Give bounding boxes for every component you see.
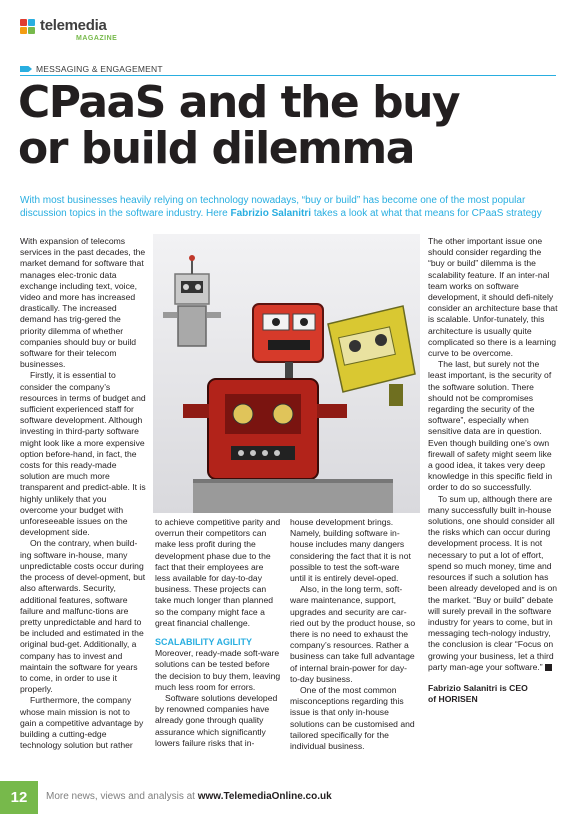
logo-name: telemedia [40,17,107,34]
article-standfirst [20,195,560,220]
author-byline [428,683,558,705]
paragraph: house development brings. Namely, building software in-house includes many dangers considering the fact that it is not possible to test the soft-ware until it is entirely devel-oped. [290,517,411,584]
footer-promo-text: More news, views and analysis at [46,791,198,802]
paragraph-text: To sum up, although there are many successfully built in-house solutions, one should consider all the risks which can occur during development process. It is not necessary to put a lot of effort, spend so much money, time and resources if such a solution has been already developed and is on the market. “Buy or build” debate will surely prevail in the software industry for years to come, but in messaging tech-nology industry, the conclusion is clear “Focus on growing your business, let a third party man-age your software.” [428,493,558,672]
logo-square-blue [28,19,35,26]
paragraph: Software solutions developed by renowned companies have already gone through quality assurance which significantly lowers failure risks that in- [155,693,278,748]
article-column-1 [20,236,146,751]
footer-url-link[interactable]: www.TelemediaOnline.co.uk [197,791,332,802]
telemedia-logo [20,16,160,46]
paragraph: Firstly, it is essential to consider the company’s resources in terms of budget and sufficient experienced staff for software development. Although investing in third-party software might look like a more expensive option before-hand, in fact, the costs for this ready-made solution are much more transparent and predict-able. It is highly unlikely that you overcome your budget with unforeseeable issues on the development side. [20,370,146,538]
end-of-article-icon [545,664,552,671]
paragraph: Also, in the long term, soft-ware maintenance, support, upgrades and security are car-ried out by the product house, so there is no need to exhaust the company’s resources. Rather a business can take full advantage of internal brain-power for day-to-day business. [290,584,416,684]
byline-line-2: of HORISEN [428,694,478,705]
section-arrow-icon [20,66,32,72]
title-line-2: or build dilemma [18,123,414,174]
paragraph [428,494,558,673]
logo-subtitle: MAGAZINE [76,35,118,42]
paragraph: On the contrary, when build-ing software in-house, many unpredictable costs occur during the process of devel-opment, but also afterwards. Security, additional features, software failure and malfunc-tions are pretty unpredictable and hard to be included and estimated in the original bud-get. Additionally, a company has to invest and maintain the software for years to come, in order to use it properly. [20,538,146,695]
paragraph: The other important issue one should consider regarding the “buy or build” dilemma is the scalability feature. If an inter-nal team works on software development, it should defi-nitely consider an architecture base that is scalable. Unfor-tunately, this architecture is usually quite complicated so there is a learning curve to be overcome. [428,236,558,359]
paragraph: to achieve competitive parity and overrun their competitors can make less profit during the development phase due to the fact that their employees are less available for day-to-day business. These projects can take much longer than planned so the company might face a great financial challenge. [155,517,281,628]
article-column-4 [428,236,558,705]
paragraph: The last, but surely not the least important, is the security of the software solution. There should not be compromises regarding the security of the software”, especially when sensitive data are in question. Even though building one’s own firewall of safety might seem like a good idea, it takes very deep knowledge in this specific field in order to do so successfully. [428,359,553,493]
section-name: MESSAGING & ENGAGEMENT [36,64,163,74]
logo-square-orange [20,27,27,34]
page-number: 12 [0,781,38,814]
article-column-2 [155,517,281,749]
title-line-1: CPaaS and the buy [18,77,460,128]
standfirst-intro: With most businesses heavily relying on technology nowadays, “buy or build” has become one of the most popular discussion topics in the software industry. Here [20,195,526,219]
paragraph: Furthermore, the company whose main mission is not to gain a competitive advantage by building a cutting-edge technology solution but rather [20,695,144,751]
paragraph: One of the most common misconceptions regarding this issue is that only in-house solutions can be customised and tailored specifically for the individual business. [290,685,415,752]
standfirst-author: Fabrizio Salanitri [230,207,312,219]
paragraph: With expansion of telecoms services in the past decades, the market demand for software that manages elec-tronic data exchange including text, voice, video and more has increased drastically. The increased demand has trig-gered the priority dilemma of whether companies should buy or build software for their telecom businesses. [20,236,146,370]
article-title [18,77,558,174]
footer-promo [46,791,332,802]
robots-illustration [153,234,420,513]
byline-line-1: Fabrizio Salanitri is CEO [428,682,528,693]
logo-squares-icon [20,19,36,35]
paragraph: Moreover, ready-made soft-ware solutions can be tested before the decision to buy them, leaving much less room for errors. [155,648,281,692]
article-column-3 [290,517,416,752]
robots-photo [153,234,420,513]
standfirst-outro: takes a look at what that means for CPaaS strategy [311,207,542,219]
subheading: SCALABILITY AGILITY [155,637,253,648]
logo-square-green [28,27,35,34]
section-divider [20,75,556,76]
section-label [20,64,163,74]
logo-square-red [20,19,27,26]
page-footer [0,781,576,814]
